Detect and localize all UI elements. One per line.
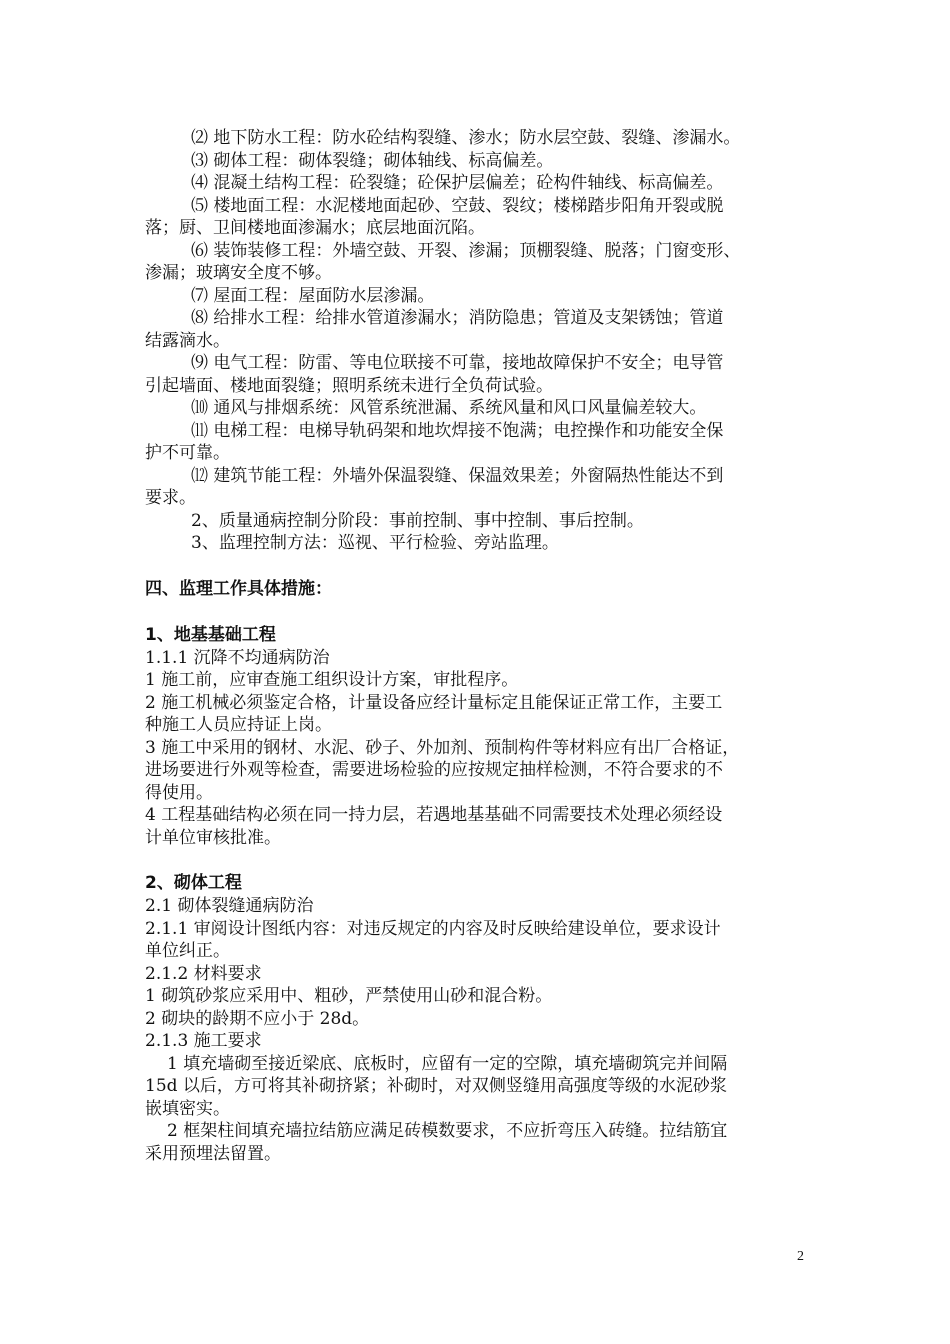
paragraph: 2 框架柱间填充墙拉结筋应满足砖模数要求，不应折弯压入砖缝。拉结筋宜 bbox=[167, 1121, 728, 1141]
paragraph: 2.1.1 审阅设计图纸内容：对违反规定的内容及时反映给建设单位，要求设计 bbox=[145, 918, 721, 939]
list-item-continuation: 护不可靠。 bbox=[145, 443, 230, 463]
list-item-continuation: 渗漏；玻璃安全度不够。 bbox=[145, 263, 332, 283]
list-item: ⑻ 给排水工程：给排水管道渗漏水；消防隐患；管道及支架锈蚀；管道 bbox=[191, 308, 724, 328]
list-item-continuation: 结露滴水。 bbox=[145, 330, 230, 351]
paragraph: 1 填充墙砌至接近梁底、底板时，应留有一定的空隙，填充墙砌筑完并间隔 bbox=[167, 1053, 728, 1074]
list-item: ⑷ 混凝土结构工程：砼裂缝；砼保护层偏差；砼构件轴线、标高偏差。 bbox=[191, 173, 724, 193]
page-number: 2 bbox=[797, 1249, 804, 1264]
paragraph-continuation: 15d 以后，方可将其补砌挤紧；补砌时，对双侧竖缝用高强度等级的水泥砂浆 bbox=[145, 1076, 727, 1096]
page-body bbox=[145, 127, 820, 1165]
paragraph-continuation: 单位纠正。 bbox=[145, 941, 230, 961]
list-item-continuation: 落；厨、卫间楼地面渗漏水；底层地面沉陷。 bbox=[145, 218, 485, 238]
paragraph-continuation: 进场要进行外观等检查，需要进场检验的应按规定抽样检测，不符合要求的不 bbox=[145, 760, 723, 780]
list-item-continuation: 要求。 bbox=[145, 488, 196, 508]
list-item: ⑾ 电梯工程：电梯导轨码架和地坎焊接不饱满；电控操作和功能安全保 bbox=[191, 420, 724, 441]
paragraph: 2 施工机械必须鉴定合格，计量设备应经计量标定且能保证正常工作，主要工 bbox=[145, 692, 723, 713]
paragraph: 2、质量通病控制分阶段：事前控制、事中控制、事后控制。 bbox=[191, 510, 644, 531]
paragraph-continuation: 计单位审核批准。 bbox=[145, 827, 281, 848]
subsection-heading: 1、地基基础工程 bbox=[145, 624, 276, 645]
list-item: ⑽ 通风与排烟系统：风管系统泄漏、系统风量和风口风量偏差较大。 bbox=[191, 398, 707, 418]
list-item: ⑵ 地下防水工程：防水砼结构裂缝、渗水；防水层空鼓、裂缝、渗漏水。 bbox=[191, 128, 741, 148]
list-item: ⑶ 砌体工程：砌体裂缝；砌体轴线、标高偏差。 bbox=[191, 150, 554, 171]
paragraph-continuation: 种施工人员应持证上岗。 bbox=[145, 715, 332, 735]
paragraph: 2.1.3 施工要求 bbox=[145, 1031, 262, 1051]
paragraph-continuation: 采用预埋法留置。 bbox=[145, 1143, 281, 1164]
paragraph: 2 砌块的龄期不应小于 28d。 bbox=[145, 1008, 370, 1029]
section-heading: 四、监理工作具体措施： bbox=[145, 578, 332, 599]
paragraph: 3 施工中采用的钢材、水泥、砂子、外加剂、预制构件等材料应有出厂合格证， bbox=[145, 737, 740, 758]
list-item: ⑸ 楼地面工程：水泥楼地面起砂、空鼓、裂纹；楼梯踏步阳角开裂或脱 bbox=[191, 195, 724, 216]
paragraph: 1 砌筑砂浆应采用中、粗砂，严禁使用山砂和混合粉。 bbox=[145, 986, 553, 1006]
list-item: ⑺ 屋面工程：屋面防水层渗漏。 bbox=[191, 285, 435, 306]
paragraph: 3、监理控制方法：巡视、平行检验、旁站监理。 bbox=[191, 533, 559, 553]
list-item-continuation: 引起墙面、楼地面裂缝；照明系统未进行全负荷试验。 bbox=[145, 375, 553, 396]
spacer bbox=[145, 555, 820, 577]
spacer bbox=[145, 849, 820, 871]
subsection-heading: 2、砌体工程 bbox=[145, 873, 242, 893]
paragraph: 1 施工前，应审查施工组织设计方案，审批程序。 bbox=[145, 670, 519, 690]
paragraph: 4 工程基础结构必须在同一持力层，若遇地基基础不同需要技术处理必须经设 bbox=[145, 805, 723, 825]
paragraph: 2.1.2 材料要求 bbox=[145, 963, 262, 984]
list-item: ⑹ 装饰装修工程：外墙空鼓、开裂、渗漏；顶棚裂缝、脱落；门窗变形、 bbox=[191, 240, 741, 261]
paragraph-continuation: 嵌填密实。 bbox=[145, 1098, 230, 1119]
paragraph: 2.1 砌体裂缝通病防治 bbox=[145, 896, 314, 916]
list-item: ⑼ 电气工程：防雷、等电位联接不可靠，接地故障保护不安全；电导管 bbox=[191, 353, 724, 373]
spacer bbox=[145, 601, 820, 623]
subsection-subheading: 1.1.1 沉降不均通病防治 bbox=[145, 647, 330, 668]
list-item: ⑿ 建筑节能工程：外墙外保温裂缝、保温效果差；外窗隔热性能达不到 bbox=[191, 465, 724, 486]
paragraph-continuation: 得使用。 bbox=[145, 782, 213, 803]
